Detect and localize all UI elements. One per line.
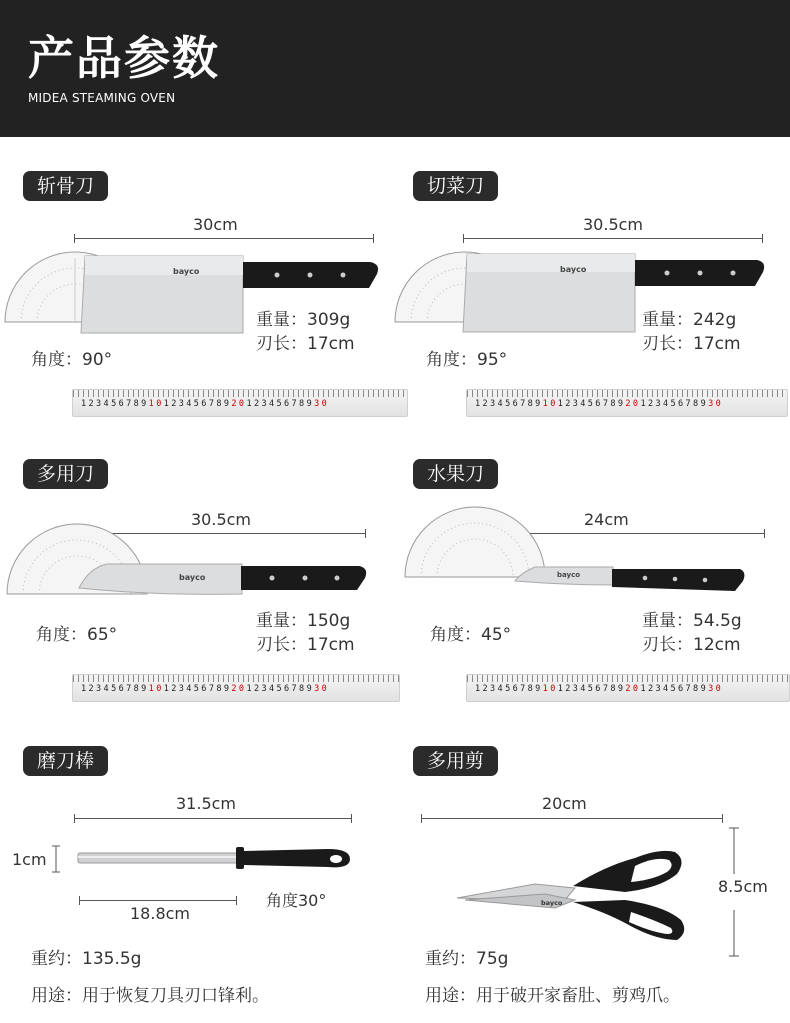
brand-logo: bayco (557, 571, 581, 579)
dimension-line (463, 238, 763, 239)
angle-spec: 角度：90° (31, 350, 113, 370)
product-tag-scissors: 多用剪 (413, 746, 498, 776)
brand-logo: bayco (560, 265, 587, 274)
page-title: 产品参数 (28, 31, 220, 85)
blade-length-spec: 刃长：17cm (642, 334, 741, 354)
usage-spec: 用途：用于破开家畜肚、剪鸡爪。 (425, 986, 680, 1006)
angle-spec: 角度：65° (36, 625, 118, 645)
height-label: 8.5cm (718, 877, 768, 896)
brand-logo: bayco (179, 573, 206, 582)
header-banner (0, 0, 790, 137)
blade-length-spec: 刃长：12cm (642, 635, 741, 655)
weight-spec: 重量：242g (642, 310, 737, 330)
dimension-line (74, 818, 352, 819)
length-label: 31.5cm (176, 794, 237, 813)
rod-dimension-line (79, 900, 237, 901)
height-label: 1cm (12, 850, 47, 869)
measuring-ruler: 123456789101234567892012345678930 (72, 674, 400, 702)
blade-length-spec: 刃长：17cm (256, 334, 355, 354)
length-label: 24cm (584, 510, 629, 529)
product-tag-chopper: 斩骨刀 (23, 171, 108, 201)
scissors-image (455, 828, 755, 958)
measuring-ruler: 123456789101234567892012345678930 (466, 674, 790, 702)
brand-logo: bayco (541, 899, 563, 907)
blade-length-spec: 刃长：17cm (256, 635, 355, 655)
sharpening-rod-image (48, 843, 358, 883)
dimension-line (421, 818, 723, 819)
weight-spec: 重量：150g (256, 611, 351, 631)
product-tag-sharpening-rod: 磨刀棒 (23, 746, 108, 776)
weight-spec: 重量：309g (256, 310, 351, 330)
length-label: 30.5cm (191, 510, 252, 529)
product-tag-multipurpose: 多用刀 (23, 459, 108, 489)
weight-spec: 重约：135.5g (31, 949, 142, 969)
usage-spec: 用途：用于恢复刀具刃口锋利。 (31, 986, 269, 1006)
measuring-ruler: 123456789101234567892012345678930 (466, 389, 788, 417)
weight-spec: 重约：75g (425, 949, 509, 969)
length-label: 30.5cm (583, 215, 644, 234)
measuring-ruler: 123456789101234567892012345678930 (72, 389, 408, 417)
angle-spec: 角度：95° (426, 350, 508, 370)
multipurpose-knife-image (7, 522, 377, 612)
brand-logo: bayco (173, 267, 200, 276)
length-label: 30cm (193, 215, 238, 234)
dimension-line (74, 238, 374, 239)
product-tag-fruit-knife: 水果刀 (413, 459, 498, 489)
rod-length-label: 18.8cm (130, 904, 191, 923)
fruit-knife-image (405, 505, 750, 595)
weight-spec: 重量：54.5g (642, 611, 742, 631)
product-tag-slicer: 切菜刀 (413, 171, 498, 201)
angle-spec: 角度：45° (430, 625, 512, 645)
page-subtitle: MIDEA STEAMING OVEN (28, 91, 176, 105)
angle-spec: 角度30° (266, 891, 327, 910)
length-label: 20cm (542, 794, 587, 813)
